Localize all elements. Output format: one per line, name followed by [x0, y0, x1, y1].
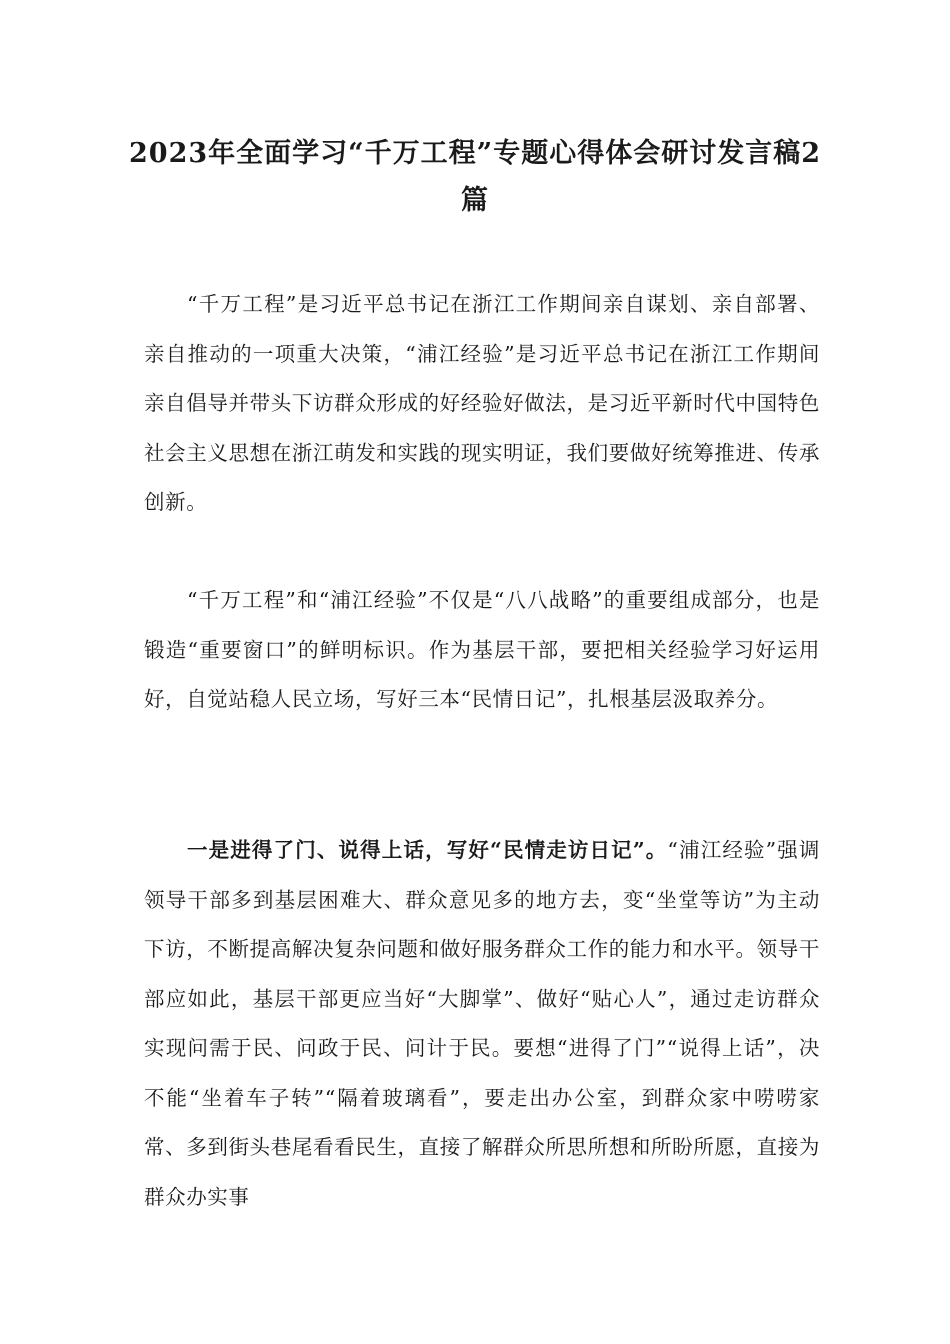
paragraph-2 — [144, 576, 820, 725]
paragraph-1-text: “千万工程”是习近平总书记在浙江工作期间亲自谋划、亲自部署、亲自推动的一项重大决策，“浦江经验”是习近平总书记在浙江工作期间亲自倡导并带头下访群众形成的好经验好做法，是习近平新时代中国特色社会主义思想在浙江萌发和实践的现实明证，我们要做好统筹推进、传承创新。 — [144, 292, 820, 514]
paragraph-3 — [144, 826, 820, 1222]
paragraph-1 — [144, 280, 820, 528]
document-title: 2023年全面学习“千万工程”专题心得体会研讨发言稿2篇 — [129, 138, 821, 216]
paragraph-3-lead: 一是进得了门、说得上话，写好“民情走访日记”。 — [187, 838, 668, 862]
paragraph-2-text: “千万工程”和“浦江经验”不仅是“八八战略”的重要组成部分，也是锻造“重要窗口”的鲜明标识。作为基层干部，要把相关经验学习好运用好，自觉站稳人民立场，写好三本“民情日记”，扎根基层汲取养分。 — [144, 588, 820, 711]
paragraph-3-text: “浦江经验”强调领导干部多到基层困难大、群众意见多的地方去，变“坐堂等访”为主动下访，不断提高解决复杂问题和做好服务群众工作的能力和水平。领导干部应如此，基层干部更应当好“大脚掌”、做好“贴心人”，通过走访群众实现问需于民、问政于民、问计于民。要想“进得了门”“说得上话”，决不能“坐着车子转”“隔着玻璃看”，要走出办公室，到群众家中唠唠家常、多到街头巷尾看看民生，直接了解群众所思所想和所盼所愿，直接为群众办实事 — [144, 838, 820, 1209]
